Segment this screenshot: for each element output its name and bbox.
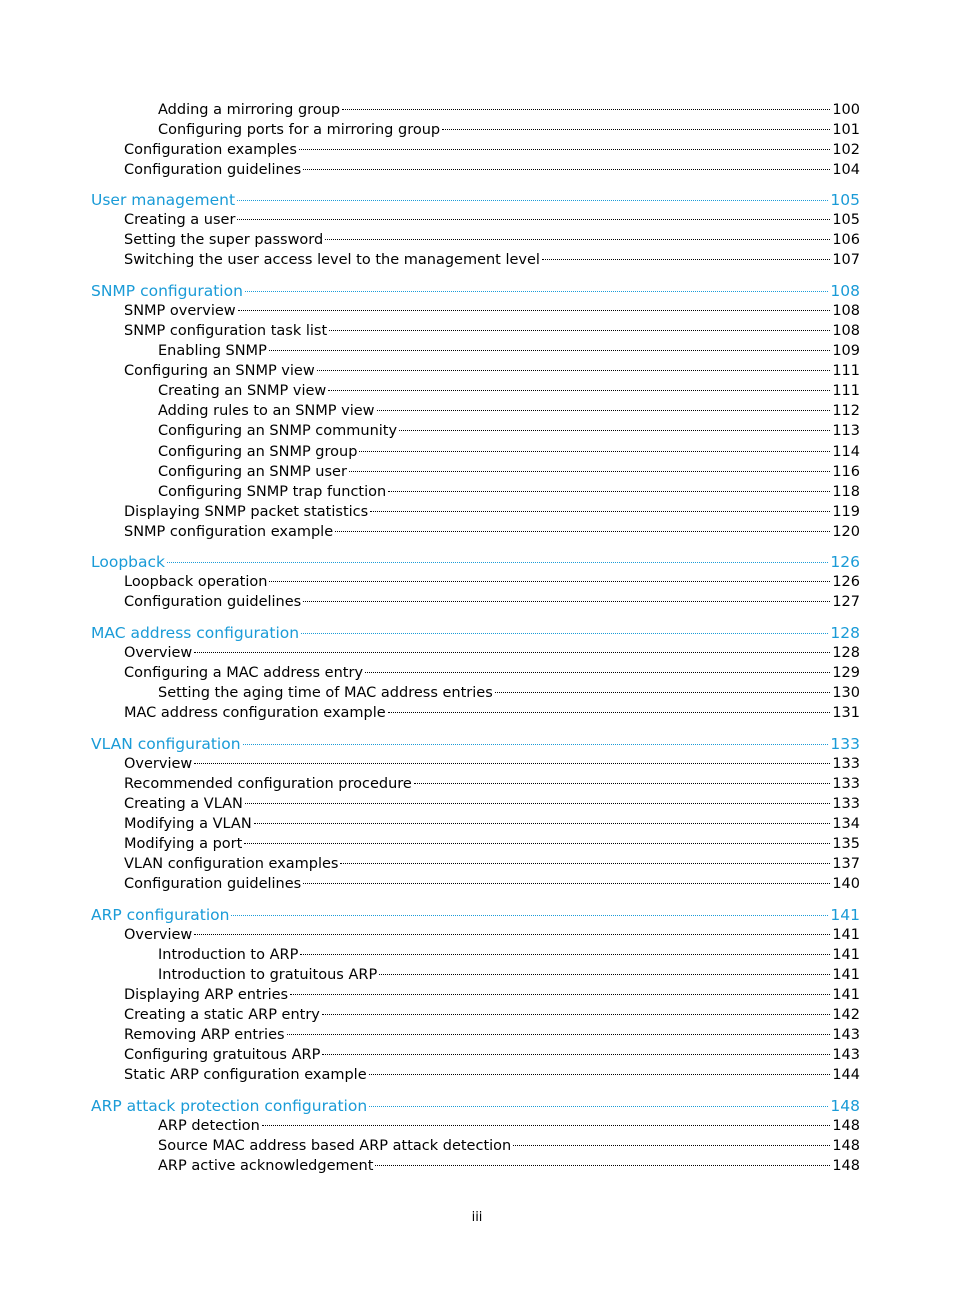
dot-leader (317, 370, 831, 371)
toc-section-entry[interactable] (124, 874, 860, 894)
toc-entry-page: 105 (832, 212, 860, 228)
toc-section-entry[interactable] (124, 1005, 860, 1025)
toc-chapter-entry[interactable] (91, 734, 860, 754)
page-number: iii (471, 1210, 483, 1225)
toc-entry-title: Creating a VLAN (124, 796, 243, 812)
dot-leader (237, 219, 830, 220)
dot-leader (335, 531, 830, 532)
toc-entry-title: Configuring a MAC address entry (124, 665, 364, 681)
dot-leader (340, 863, 830, 864)
toc-entry-page: 133 (830, 735, 860, 753)
toc-chapter-entry[interactable] (91, 1096, 860, 1116)
toc-section-entry[interactable] (158, 381, 860, 401)
toc-entry-page: 114 (832, 444, 860, 460)
dot-leader (245, 803, 830, 804)
dot-leader (349, 471, 830, 472)
toc-entry-page: 148 (832, 1158, 860, 1174)
toc-entry-page: 100 (832, 102, 860, 118)
toc-entry-page: 102 (832, 142, 860, 158)
toc-section-entry[interactable] (124, 230, 860, 250)
toc-entry-title: ARP configuration (91, 906, 230, 924)
toc-entry-title: Adding rules to an SNMP view (158, 403, 375, 419)
toc-entry-title: Configuring gratuitous ARP (124, 1047, 321, 1063)
toc-entry-page: 101 (832, 122, 860, 138)
dot-leader (359, 451, 830, 452)
toc-entry-title: Creating an SNMP view (158, 383, 327, 399)
toc-entry-title: Creating a user (124, 212, 236, 228)
toc-chapter-entry[interactable] (91, 905, 860, 925)
toc-entry-title: Configuring ports for a mirroring group (158, 122, 441, 138)
toc-entry-title: Configuration guidelines (124, 162, 302, 178)
dot-leader (194, 652, 830, 653)
toc-entry-page: 133 (832, 776, 860, 792)
toc-entry-title: Static ARP configuration example (124, 1067, 367, 1083)
dot-leader (299, 149, 830, 150)
toc-entry-page: 111 (832, 383, 860, 399)
toc-entry-title: Recommended configuration procedure (124, 776, 412, 792)
toc-section-entry[interactable] (124, 1065, 860, 1085)
toc-chapter-entry[interactable] (91, 190, 860, 210)
toc-entry-page: 119 (832, 504, 860, 520)
toc-section-entry[interactable] (124, 854, 860, 874)
toc-entry-page: 148 (832, 1118, 860, 1134)
toc-section-entry[interactable] (158, 1136, 860, 1156)
dot-leader (254, 823, 831, 824)
dot-leader (388, 712, 831, 713)
toc-entry-title: Configuration examples (124, 142, 297, 158)
toc-entry-page: 128 (830, 624, 860, 642)
toc-entry-page: 143 (832, 1047, 860, 1063)
toc-entry-page: 133 (832, 756, 860, 772)
toc-entry-title: Overview (124, 927, 193, 943)
toc-section-entry[interactable] (158, 683, 860, 703)
toc-entry-title: Adding a mirroring group (158, 102, 341, 118)
toc-entry-title: SNMP configuration task list (124, 323, 328, 339)
toc-entry-title: VLAN configuration examples (124, 856, 339, 872)
dot-leader (325, 239, 830, 240)
toc-entry-page: 142 (832, 1007, 860, 1023)
toc-entry-title: Loopback (91, 553, 166, 571)
toc-entry-title: Removing ARP entries (124, 1027, 285, 1043)
toc-section-entry[interactable] (124, 210, 860, 230)
dot-leader (369, 1106, 828, 1107)
dot-leader (322, 1054, 830, 1055)
toc-entry-title: Source MAC address based ARP attack detection (158, 1138, 512, 1154)
toc-section-entry[interactable] (124, 1025, 860, 1045)
dot-leader (495, 692, 831, 693)
toc-entry-title: SNMP configuration example (124, 524, 334, 540)
toc-entry-title: VLAN configuration (91, 735, 241, 753)
toc-entry-title: Switching the user access level to the management level (124, 252, 540, 268)
toc-entry-page: 134 (832, 816, 860, 832)
toc-section-entry[interactable] (124, 703, 860, 723)
toc-section-entry[interactable] (158, 421, 860, 441)
toc-entry-page: 118 (832, 484, 860, 500)
toc-entry-title: Loopback operation (124, 574, 268, 590)
dot-leader (237, 200, 828, 201)
dot-leader (290, 994, 830, 995)
dot-leader (328, 390, 830, 391)
toc-entry-title: Overview (124, 645, 193, 661)
dot-leader (300, 954, 830, 955)
toc-section-entry[interactable] (124, 643, 860, 663)
dot-leader (262, 1125, 830, 1126)
dot-leader (269, 350, 831, 351)
toc-section-entry[interactable] (124, 1045, 860, 1065)
dot-leader (375, 1165, 830, 1166)
dot-leader (399, 430, 830, 431)
toc-entry-page: 141 (832, 947, 860, 963)
toc-chapter-entry[interactable] (91, 623, 860, 643)
toc-entry-page: 126 (830, 553, 860, 571)
toc-section-entry[interactable] (124, 814, 860, 834)
dot-leader (388, 491, 830, 492)
toc-entry-page: 128 (832, 645, 860, 661)
toc-entry-title: Configuring an SNMP group (158, 444, 358, 460)
toc-entry-title: Overview (124, 756, 193, 772)
toc-entry-title: Configuring an SNMP community (158, 423, 398, 439)
toc-entry-page: 143 (832, 1027, 860, 1043)
toc-entry-page: 108 (830, 282, 860, 300)
toc-entry-page: 109 (832, 343, 860, 359)
dot-leader (365, 672, 830, 673)
toc-section-entry[interactable] (124, 361, 860, 381)
toc-section-entry[interactable] (124, 774, 860, 794)
toc-entry-title: Configuration guidelines (124, 876, 302, 892)
toc-entry-title: SNMP configuration (91, 282, 243, 300)
toc-section-entry[interactable] (124, 592, 860, 612)
toc-section-entry[interactable] (158, 1116, 860, 1136)
toc-entry-title: ARP active acknowledgement (158, 1158, 374, 1174)
toc-section-entry[interactable] (158, 462, 860, 482)
toc-section-entry[interactable] (124, 250, 860, 270)
toc-entry-title: ARP detection (158, 1118, 260, 1134)
toc-entry-page: 133 (832, 796, 860, 812)
toc-entry-title: ARP attack protection configuration (91, 1097, 368, 1115)
dot-leader (303, 883, 830, 884)
dot-leader (379, 974, 830, 975)
toc-entry-page: 137 (832, 856, 860, 872)
toc-entry-page: 141 (832, 927, 860, 943)
toc-entry-title: Setting the super password (124, 232, 324, 248)
dot-leader (231, 915, 828, 916)
toc-entry-page: 130 (832, 685, 860, 701)
toc-entry-page: 140 (832, 876, 860, 892)
toc-section-entry[interactable] (158, 341, 860, 361)
toc-entry-page: 148 (830, 1097, 860, 1115)
dot-leader (194, 934, 830, 935)
toc-entry-page: 126 (832, 574, 860, 590)
toc-entry-title: Setting the aging time of MAC address entries (158, 685, 493, 701)
toc-entry-page: 120 (832, 524, 860, 540)
toc-chapter-entry[interactable] (91, 552, 860, 572)
dot-leader (513, 1145, 830, 1146)
toc-entry-page: 131 (832, 705, 860, 721)
dot-leader (342, 109, 830, 110)
dot-leader (414, 783, 830, 784)
toc-section-entry[interactable] (158, 442, 860, 462)
toc-entry-page: 141 (832, 987, 860, 1003)
dot-leader (245, 291, 829, 292)
toc-entry-page: 141 (832, 967, 860, 983)
toc-entry-title: User management (91, 191, 236, 209)
toc-entry-page: 141 (830, 906, 860, 924)
toc-entry-page: 148 (832, 1138, 860, 1154)
toc-entry-page: 129 (832, 665, 860, 681)
dot-leader (303, 601, 830, 602)
toc-section-entry[interactable] (124, 321, 860, 341)
dot-leader (329, 330, 830, 331)
toc-entry-page: 108 (832, 303, 860, 319)
toc-entry-page: 106 (832, 232, 860, 248)
dot-leader (301, 633, 828, 634)
toc-entry-title: MAC address configuration (91, 624, 300, 642)
toc-entry-page: 116 (832, 464, 860, 480)
dot-leader (194, 763, 830, 764)
toc-section-entry[interactable] (124, 754, 860, 774)
dot-leader (244, 843, 830, 844)
toc-section-entry[interactable] (124, 522, 860, 542)
dot-leader (287, 1034, 831, 1035)
toc-entry-page: 135 (832, 836, 860, 852)
toc-entry-title: Configuring SNMP trap function (158, 484, 387, 500)
dot-leader (322, 1014, 830, 1015)
dot-leader (369, 1074, 831, 1075)
dot-leader (167, 562, 828, 563)
toc-section-entry[interactable] (124, 572, 860, 592)
toc-entry-page: 111 (832, 363, 860, 379)
toc-section-entry[interactable] (124, 160, 860, 180)
toc-section-entry[interactable] (124, 794, 860, 814)
toc-entry-title: Introduction to ARP (158, 947, 299, 963)
toc-section-entry[interactable] (158, 945, 860, 965)
toc-entry-page: 108 (832, 323, 860, 339)
dot-leader (442, 129, 830, 130)
toc-section-entry[interactable] (124, 301, 860, 321)
toc-section-entry[interactable] (158, 120, 860, 140)
dot-leader (243, 744, 829, 745)
dot-leader (238, 310, 831, 311)
toc-entry-page: 127 (832, 594, 860, 610)
toc-entry-title: Configuring an SNMP user (158, 464, 347, 480)
toc-entry-title: SNMP overview (124, 303, 236, 319)
toc-section-entry[interactable] (124, 663, 860, 683)
toc-entry-page: 104 (832, 162, 860, 178)
toc-section-entry[interactable] (158, 100, 860, 120)
dot-leader (303, 169, 830, 170)
toc-section-entry[interactable] (124, 925, 860, 945)
toc-entry-page: 107 (832, 252, 860, 268)
toc-entry-title: MAC address configuration example (124, 705, 386, 721)
toc-entry-title: Displaying SNMP packet statistics (124, 504, 369, 520)
toc-entry-title: Introduction to gratuitous ARP (158, 967, 378, 983)
toc-chapter-entry[interactable] (91, 281, 860, 301)
toc-section-entry[interactable] (158, 965, 860, 985)
toc-section-entry[interactable] (158, 482, 860, 502)
toc-section-entry[interactable] (124, 985, 860, 1005)
toc-entry-title: Displaying ARP entries (124, 987, 289, 1003)
toc-entry-title: Enabling SNMP (158, 343, 267, 359)
toc-section-entry[interactable] (124, 834, 860, 854)
toc-entry-page: 112 (832, 403, 860, 419)
toc-section-entry[interactable] (158, 1156, 860, 1176)
toc-section-entry[interactable] (158, 401, 860, 421)
toc-entry-title: Creating a static ARP entry (124, 1007, 320, 1023)
toc-entry-title: Modifying a VLAN (124, 816, 252, 832)
toc-entry-page: 105 (830, 191, 860, 209)
dot-leader (269, 581, 830, 582)
toc-entry-title: Modifying a port (124, 836, 243, 852)
dot-leader (370, 511, 830, 512)
dot-leader (542, 259, 830, 260)
toc-section-entry[interactable] (124, 502, 860, 522)
toc-entry-page: 113 (832, 423, 860, 439)
toc-entry-title: Configuring an SNMP view (124, 363, 315, 379)
toc-section-entry[interactable] (124, 140, 860, 160)
toc-entry-title: Configuration guidelines (124, 594, 302, 610)
toc-entry-page: 144 (832, 1067, 860, 1083)
dot-leader (377, 410, 831, 411)
